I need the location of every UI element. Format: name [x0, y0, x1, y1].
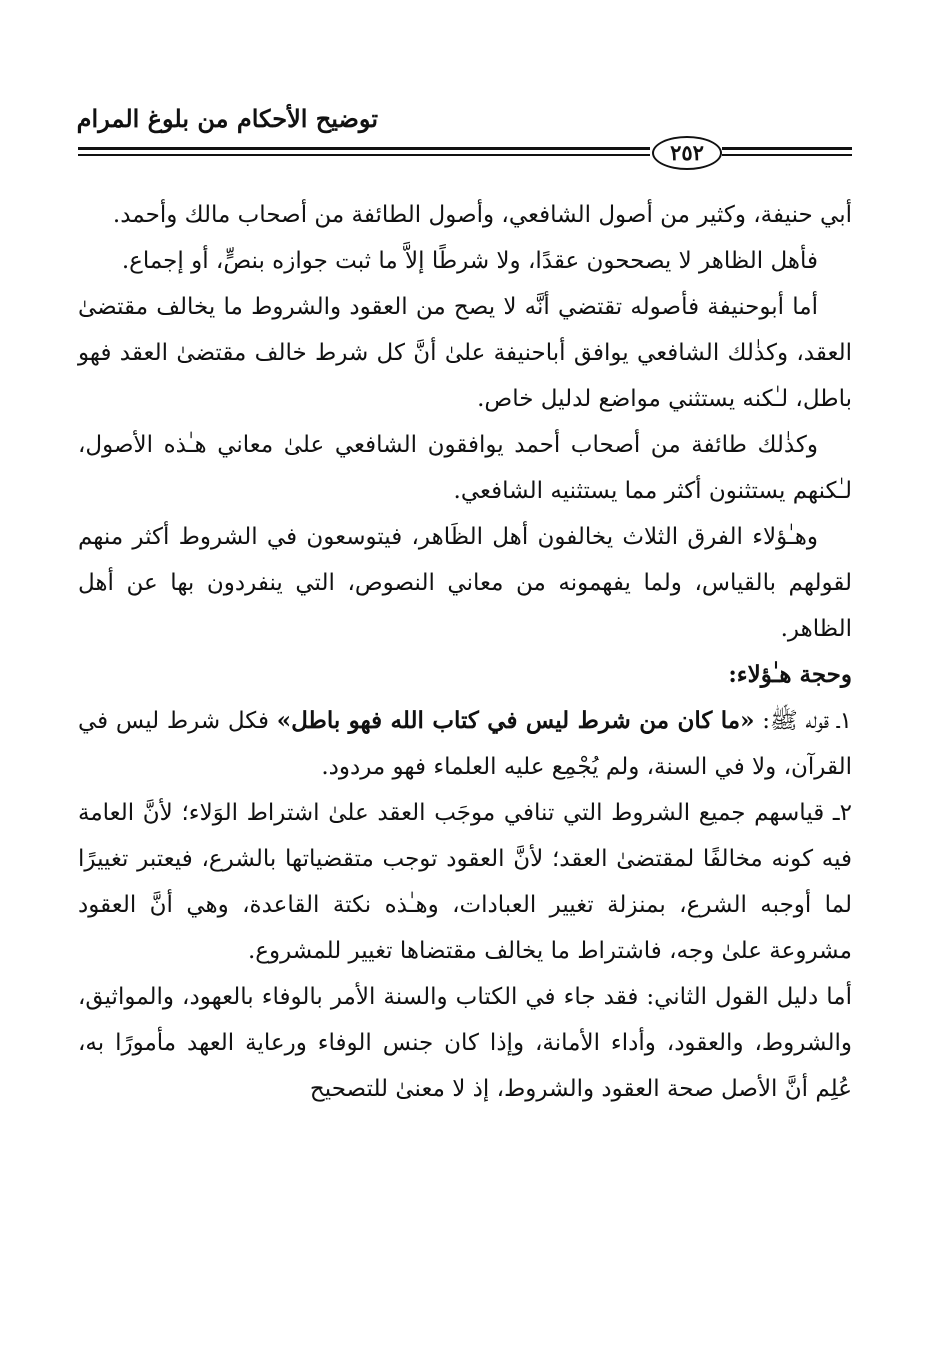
header-rule-right-top [722, 147, 852, 150]
list-item-1 [78, 698, 852, 790]
header-rule-left-top [78, 147, 650, 150]
header-rule-right-bottom [722, 154, 852, 156]
paragraph-4: وكذٰلك طائفة من أصحاب أحمد يوافقون الشافعي علىٰ معاني هـٰذه الأصول، لـٰكنهم يستثنون أكثر مما يستثنيه الشافعي. [78, 432, 852, 504]
section-heading: وحجة هـٰؤلاء: [728, 661, 852, 688]
page-number-badge: ٢٥٢ [652, 136, 722, 170]
list-item-2: ٢ـ قياسهم جميع الشروط التي تنافي موجَب العقد علىٰ اشتراط الوَلاء؛ لأنَّ العامة فيه كونه مخالفًا لمقتضىٰ العقد؛ لأنَّ العقود توجب متقضياتها بالشرع، فيعتبر تغييرًا لما أوجبه الشرع، بمنزلة تغيير العبادات، وهـٰذه نكتة القاعدة، وهي أنَّ العقود مشروعة علىٰ وجه، فاشتراط ما يخالف مقتضاها تغيير للمشروع. [78, 800, 852, 964]
list-item-1-prefix: ١ـ قوله ﷺ: [754, 708, 852, 734]
paragraph-6: أما دليل القول الثاني: فقد جاء في الكتاب والسنة الأمر بالوفاء بالعهود، والمواثيق، والشروط، والعقود، وأداء الأمانة، وإذا كان جنس الوفاء ورعاية العهد مأمورًا به، عُلِم أنَّ الأصل صحة العقود والشروط، إذ لا معنىٰ للتصحيح [78, 984, 852, 1102]
body-text [78, 192, 852, 1362]
list-item-1-text: فكل شرط ليس في القرآن، ولا في السنة، ولم يُجْمِع عليه العلماء فهو مردود. [78, 708, 852, 780]
paragraph-3: أما أبوحنيفة فأصوله تقتضي أنَّه لا يصح من العقود والشروط ما يخالف مقتضىٰ العقد، وكذٰلك الشافعي يوافق أباحنيفة علىٰ أنَّ كل شرط خالف مقتضىٰ العقد فهو باطل، لـٰكنه يستثني مواضع لدليل خاص. [78, 294, 852, 412]
running-header-title: توضيح الأحكام من بلوغ المرام [76, 104, 378, 133]
hadith-quote: «ما كان من شرط ليس في كتاب الله فهو باطل» [276, 707, 755, 734]
paragraph-1: أبي حنيفة، وكثير من أصول الشافعي، وأصول الطائفة من أصحاب مالك وأحمد. [112, 202, 852, 228]
paragraph-5: وهـٰؤلاء الفرق الثلاث يخالفون أهل الظَاهر، فيتوسعون في الشروط أكثر منهم لقولهم بالقياس، ولما يفهمونه من معاني النصوص، التي ينفردون بها عن أهل الظاهر. [78, 524, 852, 642]
paragraph-2: فأهل الظاهر لا يصححون عقدًا، ولا شرطًا إلاَّ ما ثبت جوازه بنصٍّ، أو إجماع. [121, 248, 818, 274]
header-rule-left-bottom [78, 154, 650, 156]
